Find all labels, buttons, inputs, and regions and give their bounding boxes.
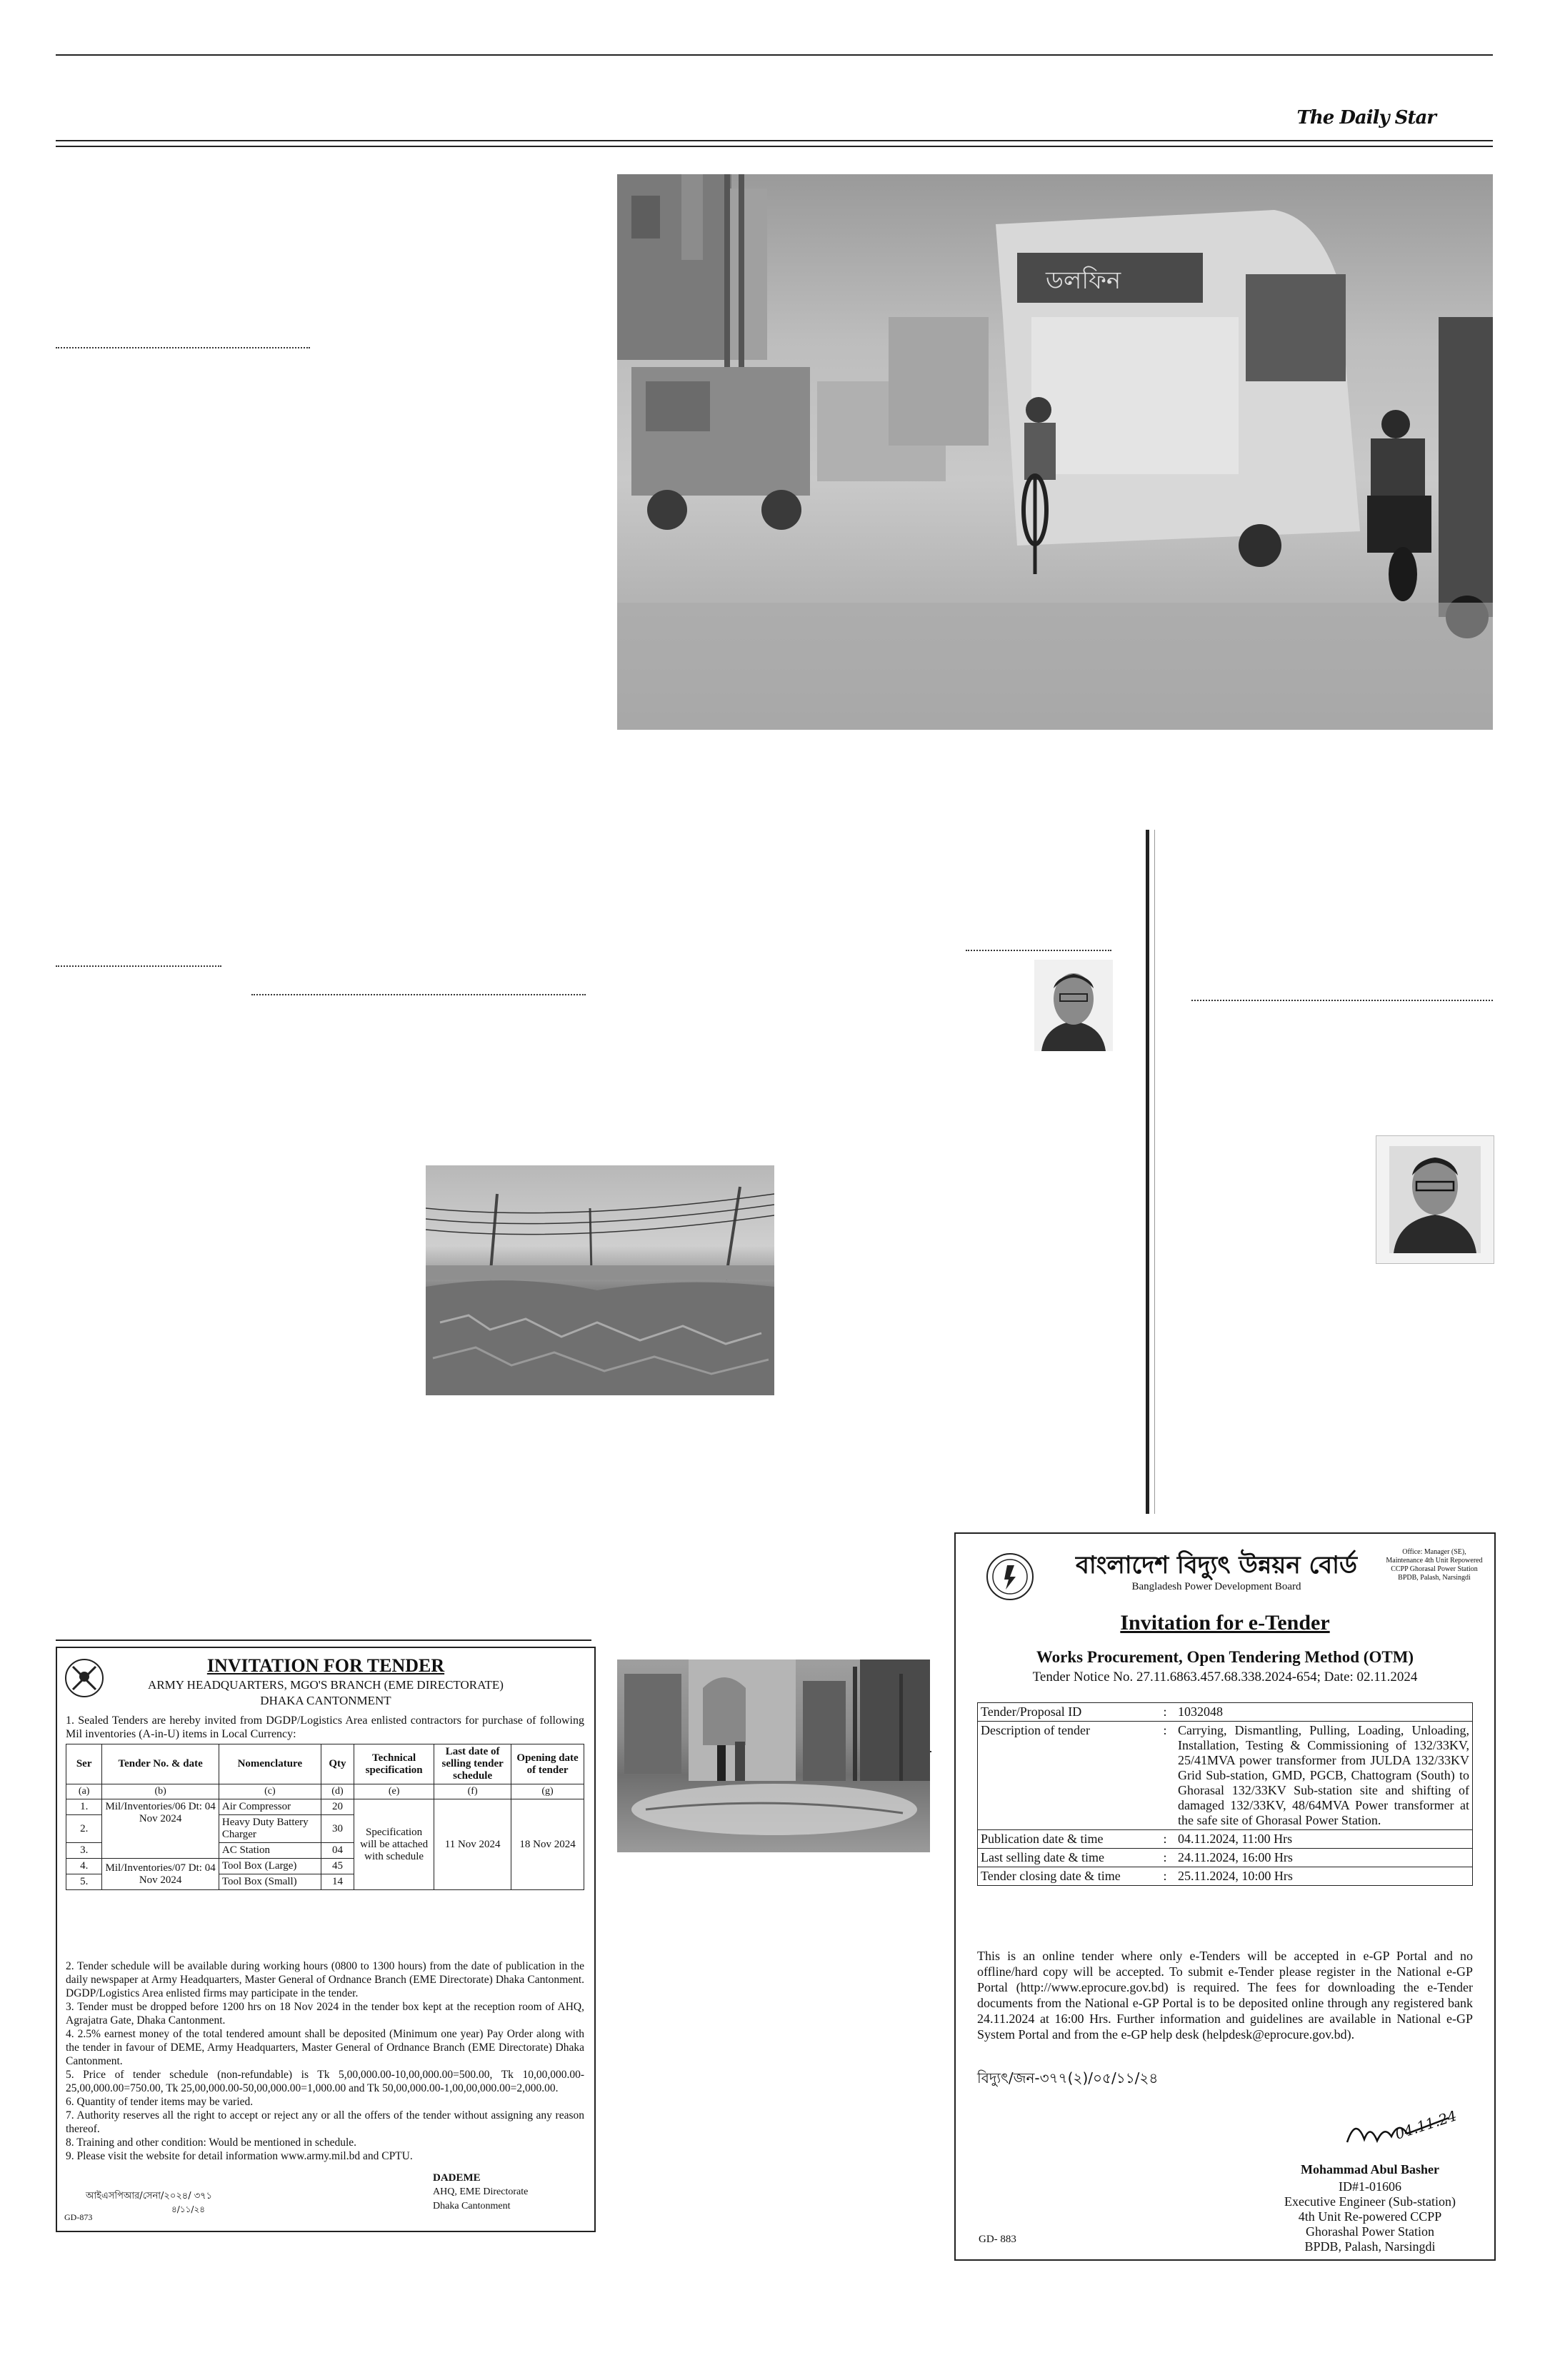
top-rule <box>56 54 1493 56</box>
table-value: 1032048 <box>1175 1703 1473 1722</box>
section-rule <box>56 1640 591 1641</box>
tender-note: 5. Price of tender schedule (non-refundable) is Tk 5,00,000.00-10,00,000.00=500.00, Tk 10,00,000.00- 25,00,000.00=750.00, Tk 25,00,000.00-50,00,000.00=1,000.00 and Tk 50,00,000.00-1,00,00,000.00=2,000.00. <box>66 2069 584 2094</box>
bpdb-tender-ad <box>954 1532 1496 2261</box>
bpdb-tender-table <box>977 1702 1473 1886</box>
army-tender-ad <box>56 1647 596 2232</box>
army-tender-notes <box>66 1959 584 2163</box>
dusty-road-photo <box>617 174 1493 730</box>
header-rule-2 <box>56 146 1493 147</box>
army-gd-number: GD-873 <box>64 2212 93 2222</box>
table-value: 24.11.2024, 16:00 Hrs <box>1175 1849 1473 1867</box>
tender-note: 8. Training and other condition: Would be mentioned in schedule. <box>66 2137 357 2149</box>
bpdb-logo-icon <box>986 1552 1034 1601</box>
army-tender-title: INVITATION FOR TENDER <box>206 1655 445 1676</box>
col-code: (c) <box>219 1784 321 1799</box>
table-key: Tender/Proposal ID <box>978 1703 1156 1722</box>
signature <box>1341 2111 1456 2154</box>
column-rule-thin <box>1154 830 1155 1514</box>
bpdb-sign-name: Mohammad Abul Basher <box>1300 2162 1440 2176</box>
table-colon: : <box>1155 1849 1175 1867</box>
sign-line: 4th Unit Re-powered CCPP <box>1298 2209 1442 2224</box>
army-tender-sub2: DHAKA CANTONMENT <box>260 1694 391 1707</box>
tender-note: 4. 2.5% earnest money of the total tendered amount shall be deposited (Minimum one year) Pay Order along with the tender in favour of DEME, Army Headquarters, Master General of Ordnance Branch (EME Directorate) Dhaka Cantonment. <box>66 2028 584 2067</box>
table-colon: : <box>1155 1867 1175 1886</box>
columnist-photo-1 <box>1034 960 1113 1051</box>
bus-destination-text: ডলফিন <box>1046 266 1121 295</box>
waterlogged-street-photo <box>617 1660 930 1852</box>
sign-line: ID#1-01606 <box>1339 2179 1401 2194</box>
table-cell: 04 <box>321 1843 354 1859</box>
army-sign-line: Dhaka Cantonment <box>433 2201 511 2211</box>
col-code: (g) <box>511 1784 584 1799</box>
sign-line: Executive Engineer (Sub-station) <box>1284 2194 1456 2209</box>
table-cell: Heavy Duty Battery Charger <box>219 1815 321 1843</box>
bpdb-sign-lines <box>1256 2179 1484 2254</box>
table-colon: : <box>1155 1703 1175 1722</box>
table-cell: Mil/Inventories/07 Dt: 04 Nov 2024 <box>102 1859 219 1890</box>
col-header: Last date of selling tender schedule <box>434 1744 511 1784</box>
masthead-logo: The Daily Star <box>1296 107 1436 129</box>
columnist-photo-2 <box>1376 1135 1494 1264</box>
signature-date: 04.11.24 <box>1393 2111 1456 2143</box>
bpdb-body: This is an online tender where only e-Tenders will be accepted in e-GP Portal and no offline/hard copy will be accepted. To submit e-Tender please register in the National e-GP Portal (http://www.eprocure.gov.bd) is required. The fees for downloading the e-Tender documents from the National e-GP Portal is to be deposited online through any registered bank 24.11.2024 at 16:00 Hrs. Further information and guidelines are available in National e-GP System Portal and from the e-GP help desk (helpdesk@eprocure.gov.bd). <box>977 1949 1473 2042</box>
table-cell: 11 Nov 2024 <box>434 1799 511 1890</box>
army-sign-title: DADEME <box>433 2172 481 2184</box>
col-header: Qty <box>321 1744 354 1784</box>
dotted-rule <box>1191 1000 1493 1001</box>
tender-note: 2. Tender schedule will be available during working hours (0800 to 1300 hours) from the date of publication in the daily newspaper at Army Headquarters, Master General of Ordnance Branch (EME Directorate) Dhaka Cantonment. DGDP/Logistics Area enlisted firms may participate in the tender. <box>66 1960 584 1999</box>
col-code: (a) <box>66 1784 102 1799</box>
table-value: 25.11.2024, 10:00 Hrs <box>1175 1867 1473 1886</box>
dotted-rule <box>251 994 586 995</box>
col-header: Ser <box>66 1744 102 1784</box>
table-cell: Specification will be attached with schedule <box>354 1799 434 1890</box>
table-cell: 5. <box>66 1874 102 1890</box>
table-key: Last selling date & time <box>978 1849 1156 1867</box>
dotted-rule <box>966 950 1111 951</box>
army-tender-sub1: ARMY HEADQUARTERS, MGO'S BRANCH (EME DIRECTORATE) <box>148 1678 504 1692</box>
bpdb-method: Works Procurement, Open Tendering Method (OTM) <box>1036 1648 1414 1666</box>
column-rule <box>1146 830 1149 1514</box>
col-code: (e) <box>354 1784 434 1799</box>
table-cell: Tool Box (Large) <box>219 1859 321 1874</box>
dotted-rule <box>56 347 310 348</box>
bpdb-org-bangla: বাংলাদেশ বিদ্যুৎ উন্নয়ন বোর্ড <box>1075 1551 1358 1580</box>
table-cell: Mil/Inventories/06 Dt: 04 Nov 2024 <box>102 1799 219 1859</box>
table-cell: AC Station <box>219 1843 321 1859</box>
bpdb-tender-title: Invitation for e-Tender <box>1120 1611 1330 1635</box>
tender-note: 7. Authority reserves all the right to accept or reject any or all the offers of the tender without assigning any reason thereof. <box>66 2109 584 2135</box>
header-rule-1 <box>56 140 1493 141</box>
table-cell: 20 <box>321 1799 354 1815</box>
table-colon: : <box>1155 1722 1175 1830</box>
bpdb-notice: Tender Notice No. 27.11.6863.457.68.338.2024-654; Date: 02.11.2024 <box>1032 1669 1418 1684</box>
tender-note: 6. Quantity of tender items may be varied. <box>66 2096 254 2108</box>
table-cell: 18 Nov 2024 <box>511 1799 584 1890</box>
table-value: Carrying, Dismantling, Pulling, Loading, Unloading, Installation, Testing & Commissioning of 132/33KV, 25/41MVA power transformer from JULDA 132/33KV Grid Sub-station, GMD, PGCB, Chattogram (South) to Ghorasal 132/33KV Sub-station site and shifting of damaged 132/33KV, 48/64MVA Power transformer at the safe site of Ghorasal Power Station. <box>1175 1722 1473 1830</box>
table-value: 04.11.2024, 11:00 Hrs <box>1175 1830 1473 1849</box>
table-key: Tender closing date & time <box>978 1867 1156 1886</box>
army-tender-table <box>66 1744 584 1890</box>
tender-note: 9. Please visit the website for detail information www.army.mil.bd and CPTU. <box>66 2150 413 2162</box>
army-memo-date: ৪/১১/২৪ <box>171 2204 206 2214</box>
bpdb-memo: বিদ্যুৎ/জন-৩৭৭(২)/০৫/১১/২৪ <box>977 2069 1159 2087</box>
table-cell: 14 <box>321 1874 354 1890</box>
table-cell: 30 <box>321 1815 354 1843</box>
table-cell: Tool Box (Small) <box>219 1874 321 1890</box>
col-code: (b) <box>102 1784 219 1799</box>
bpdb-office: Office: Manager (SE), Maintenance 4th Unit Repowered CCPP Ghorasal Power Station BPDB, Palash, Narsingdi <box>1386 1548 1483 1582</box>
col-header: Technical specification <box>354 1744 434 1784</box>
table-key: Publication date & time <box>978 1830 1156 1849</box>
army-tender-intro: 1. Sealed Tenders are hereby invited from DGDP/Logistics Area enlisted contractors for purchase of following Mil inventories (A-in-U) items in Local Currency: <box>66 1714 584 1740</box>
table-cell: 45 <box>321 1859 354 1874</box>
army-sign-line: AHQ, EME Directorate <box>433 2186 529 2197</box>
sign-line: BPDB, Palash, Narsingdi <box>1304 2239 1436 2254</box>
table-colon: : <box>1155 1830 1175 1849</box>
table-cell: 2. <box>66 1815 102 1843</box>
tender-note: 3. Tender must be dropped before 1200 hrs on 18 Nov 2024 in the tender box kept at the reception room of AHQ, Agrajatra Gate, Dhaka Cantonment. <box>66 2001 584 2027</box>
army-memo: আইএসপিআর/সেনা/২০২৪/ ৩৭১ <box>86 2191 213 2201</box>
sign-line: Ghorashal Power Station <box>1306 2224 1434 2239</box>
col-code: (f) <box>434 1784 511 1799</box>
col-header: Opening date of tender <box>511 1744 584 1784</box>
bpdb-org-english: Bangladesh Power Development Board <box>1131 1581 1301 1592</box>
table-cell: Air Compressor <box>219 1799 321 1815</box>
col-header: Nomenclature <box>219 1744 321 1784</box>
col-header: Tender No. & date <box>102 1744 219 1784</box>
table-cell: 1. <box>66 1799 102 1815</box>
garbage-field-photo <box>426 1165 774 1395</box>
table-cell: 3. <box>66 1843 102 1859</box>
dotted-rule <box>56 965 221 967</box>
col-code: (d) <box>321 1784 354 1799</box>
table-key: Description of tender <box>978 1722 1156 1830</box>
table-cell: 4. <box>66 1859 102 1874</box>
bpdb-gd-number: GD- 883 <box>979 2234 1016 2245</box>
